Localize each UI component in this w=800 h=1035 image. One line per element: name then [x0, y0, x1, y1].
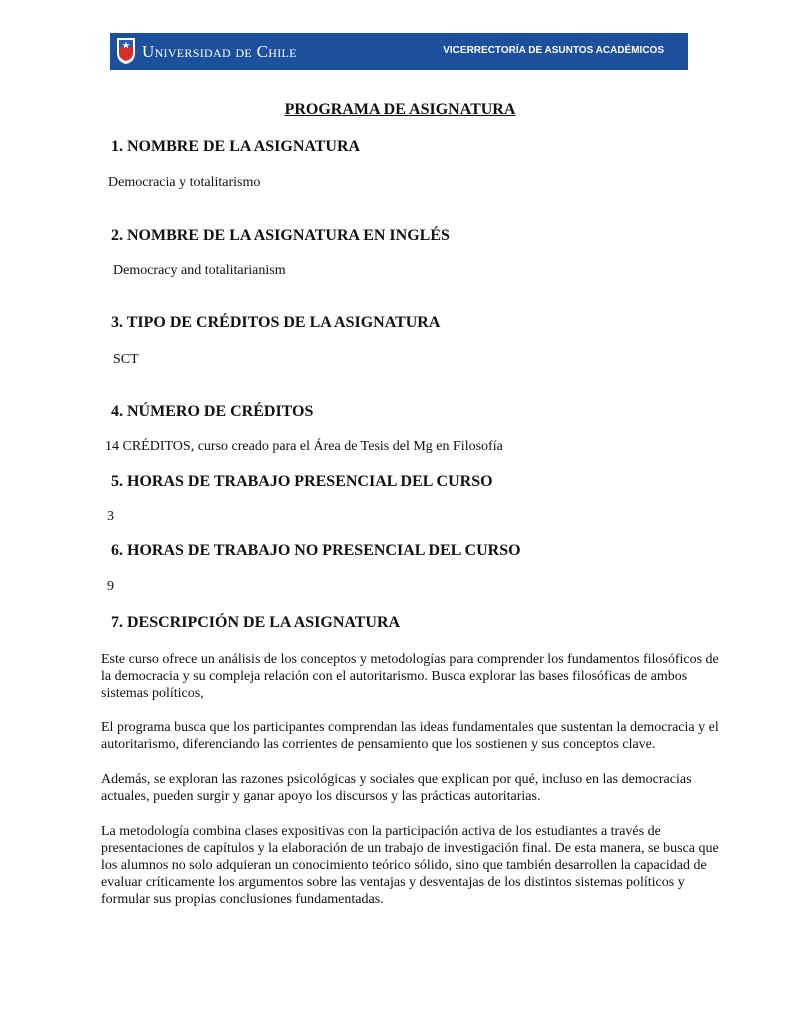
section-heading: 3. TIPO DE CRÉDITOS DE LA ASIGNATURA — [111, 314, 441, 331]
university-name: Universidad de Chile — [142, 42, 297, 61]
description-paragraph: Este curso ofrece un análisis de los conceptos y metodologías para comprender los fundamentos filosóficos de la democracia y su compleja relación con el autoritarismo. Busca explorar las bases filosóficas de ambos sistemas políticos, — [101, 652, 719, 701]
description-paragraph: La metodología combina clases expositivas con la participación activa de los estudiantes a través de presentaciones de capítulos y la elaboración de un trabajo de investigación final. De esta manera, se busca que los alumnos no solo adquieran un conocimiento teórico sólido, sino que también desarrollen la capacidad de evaluar críticamente los argumentos sobre las ventajas y desventajas de los distintos sistemas políticos y formular sus propias conclusiones fundamentadas. — [101, 824, 719, 907]
description-paragraph: El programa busca que los participantes comprendan las ideas fundamentales que sustentan la democracia y el autoritarismo, diferenciando las corrientes de pensamiento que los sostienen y sus conceptos clave. — [101, 720, 719, 752]
description-paragraph: Además, se exploran las razones psicológicas y sociales que explican por qué, incluso en las democracias actuales, pueden surgir y ganar apoyo los discursos y las prácticas autoritarias. — [101, 772, 692, 804]
section-value: Democracia y totalitarismo — [108, 175, 261, 190]
section-heading: 7. DESCRIPCIÓN DE LA ASIGNATURA — [111, 614, 401, 631]
section-value: 9 — [107, 579, 114, 594]
document-title: PROGRAMA DE ASIGNATURA — [284, 101, 516, 118]
header-banner — [110, 33, 688, 70]
section-heading: 5. HORAS DE TRABAJO PRESENCIAL DEL CURSO — [111, 473, 493, 490]
section-heading: 2. NOMBRE DE LA ASIGNATURA EN INGLÉS — [111, 227, 450, 244]
section-heading: 1. NOMBRE DE LA ASIGNATURA — [111, 138, 361, 155]
section-value: Democracy and totalitarianism — [113, 263, 286, 278]
section-value: SCT — [113, 352, 139, 367]
section-value: 3 — [107, 509, 114, 524]
section-heading: 4. NÚMERO DE CRÉDITOS — [111, 403, 314, 420]
section-value: 14 CRÉDITOS, curso creado para el Área de Tesis del Mg en Filosofía — [105, 439, 503, 454]
office-name: VICERRECTORÍA DE ASUNTOS ACADÉMICOS — [443, 45, 664, 56]
university-crest-icon — [116, 37, 136, 65]
section-heading: 6. HORAS DE TRABAJO NO PRESENCIAL DEL CURSO — [111, 542, 521, 559]
